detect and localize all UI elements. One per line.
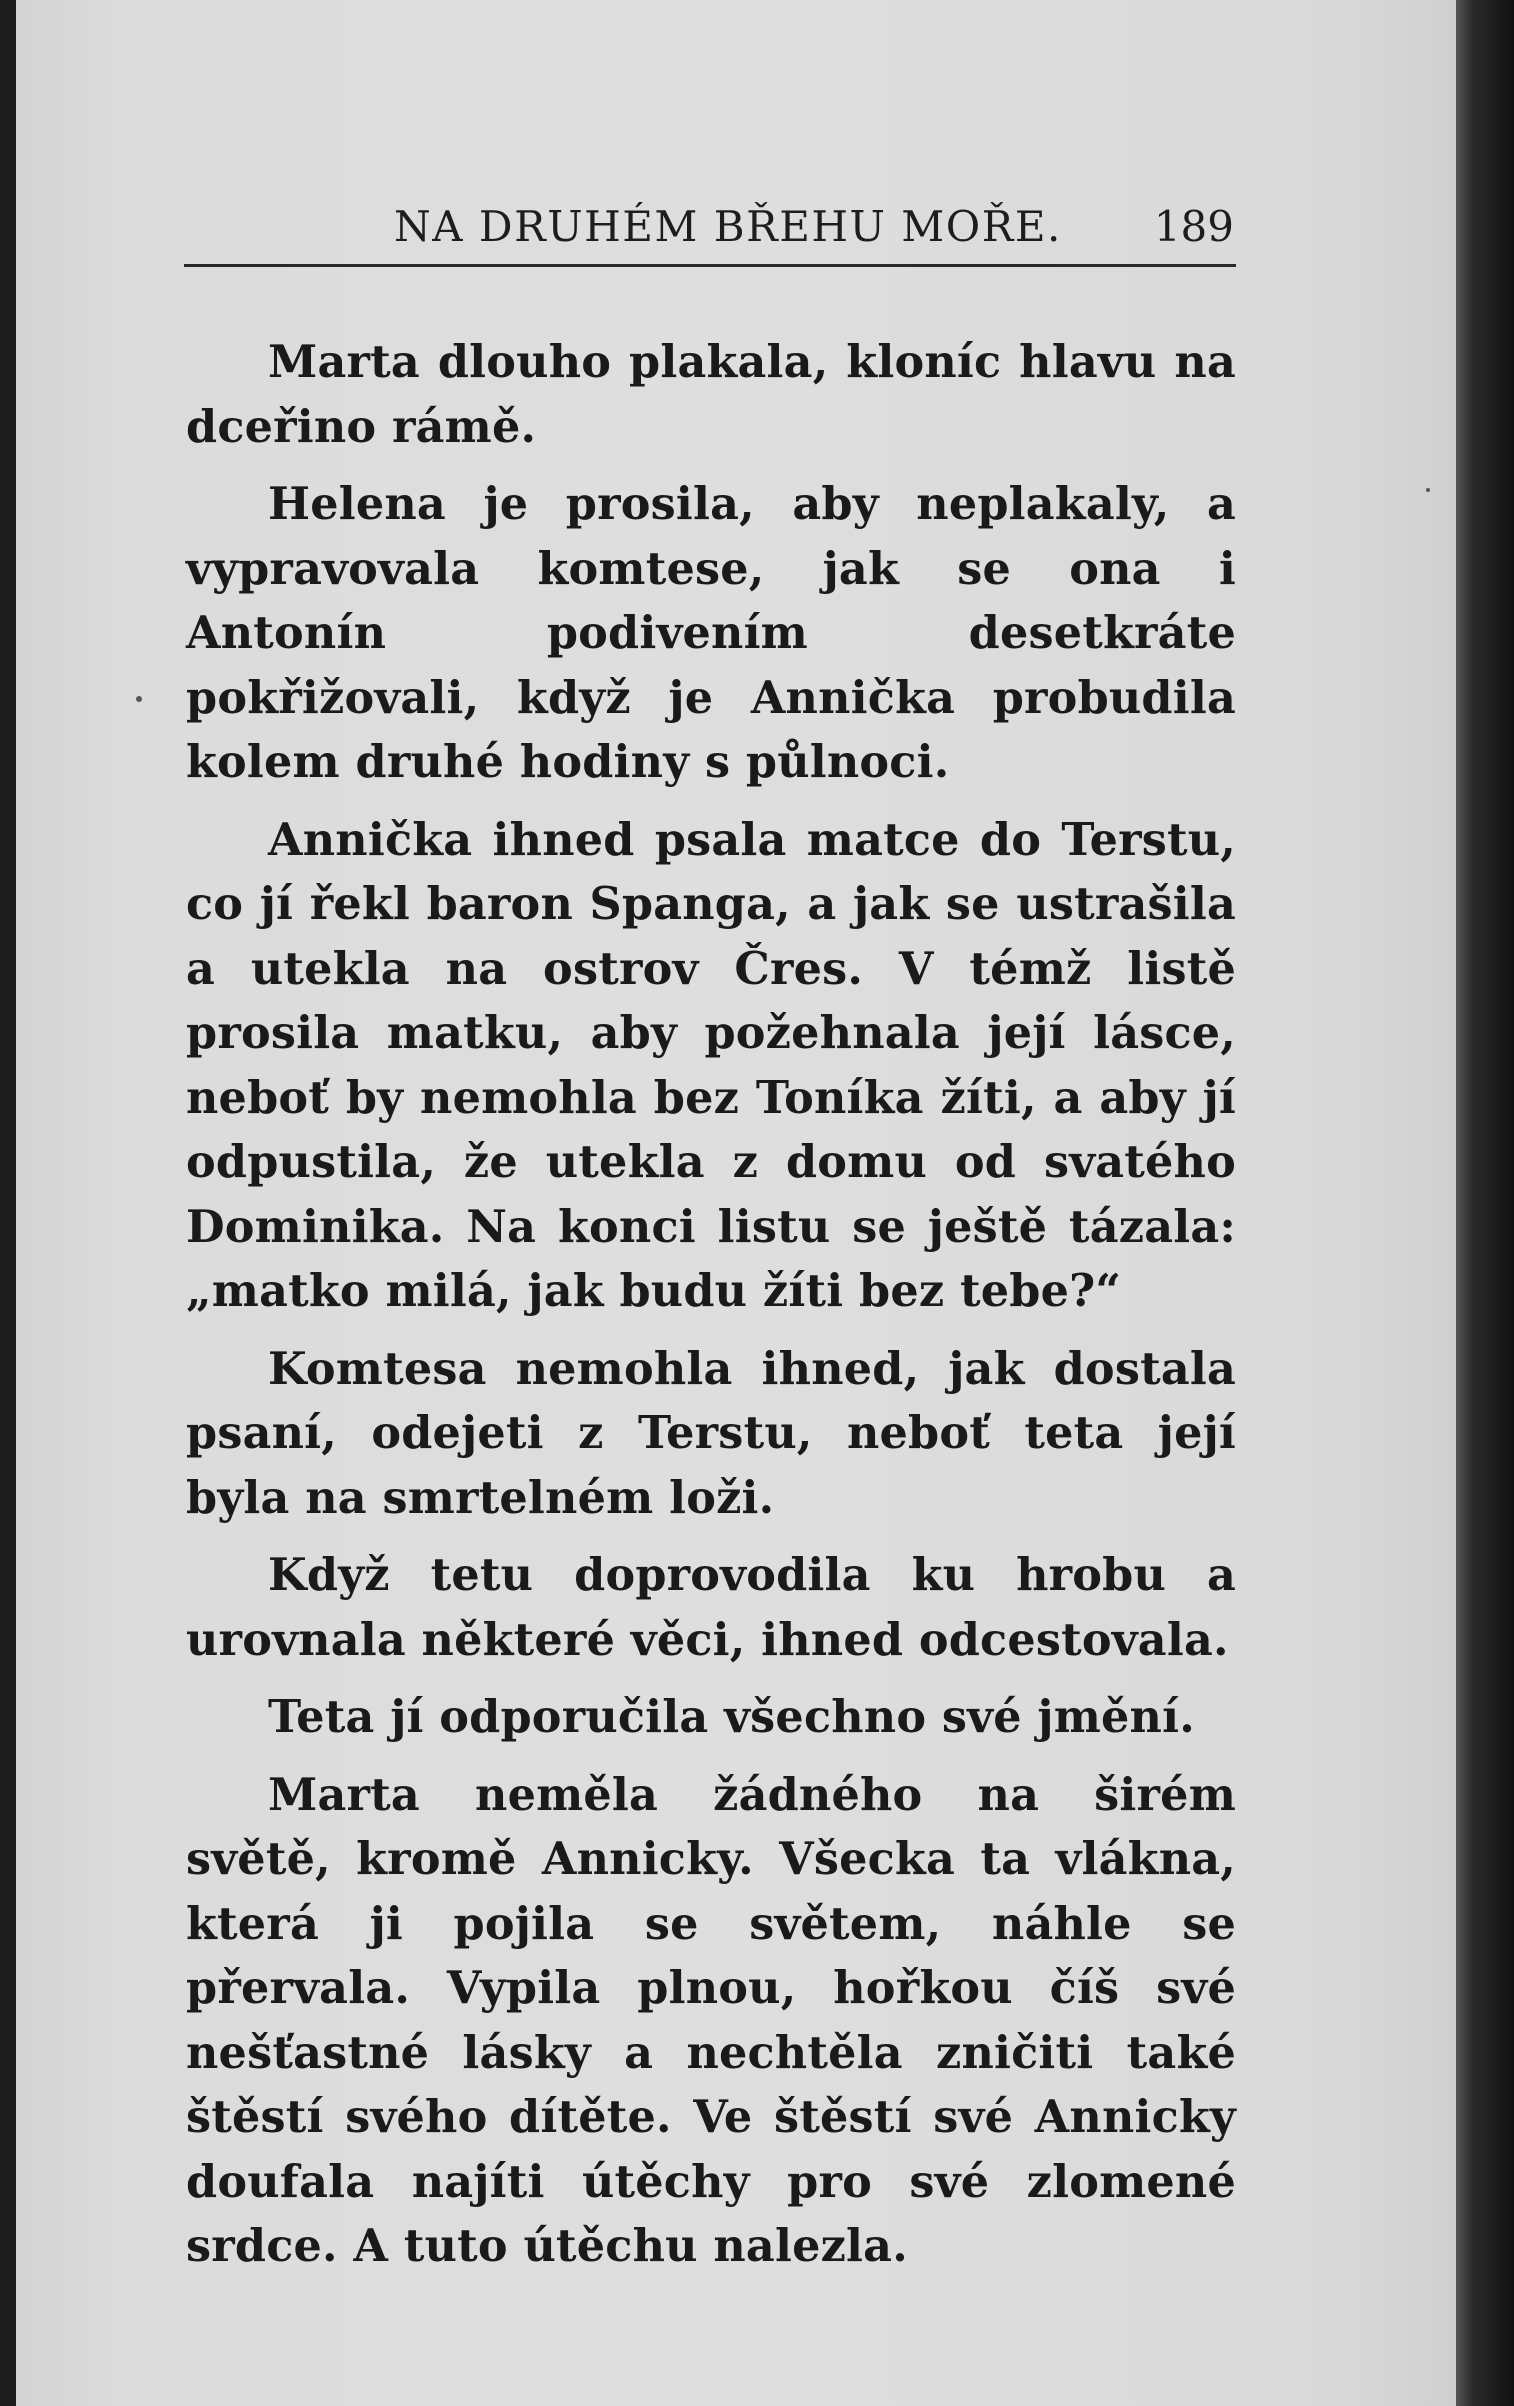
stray-ink-dot xyxy=(136,696,142,702)
running-title: NA DRUHÉM BŘEHU MOŘE. xyxy=(394,202,1062,251)
body-text xyxy=(186,330,1236,2292)
paragraph: Annička ihned psala matce do Terstu, co jí řekl baron Spanga, a jak se ustrašila a utekla na ostrov Čres. V témž listě prosila matku, aby požehnala její lásce, neboť by nemohla bez Toníka žíti, a aby jí odpustila, že utekla z domu od svatého Dominika. Na konci listu se ještě tázala: „matko milá, jak budu žíti bez tebe?“ xyxy=(186,813,1236,1317)
stray-ink-dot xyxy=(1426,488,1430,492)
paragraph: Když tetu doprovodila ku hrobu a urovnala některé věci, ihned odcestovala. xyxy=(186,1549,1236,1666)
header-rule xyxy=(184,264,1236,267)
left-page-edge xyxy=(0,0,16,2406)
right-page-edge xyxy=(1456,0,1514,2406)
paragraph: Marta neměla žádného na širém světě, kromě Annicky. Všecka ta vlákna, která ji pojila se světem, náhle se přervala. Vypila plnou, hořkou číš své nešťastné lásky a nechtěla zničiti také štěstí svého dítěte. Ve štěstí své Annicky doufala najíti útěchy pro své zlomené srdce. A tuto útěchu nalezla. xyxy=(186,1768,1236,2272)
paragraph: Marta dlouho plakala, kloníc hlavu na dceřino rámě. xyxy=(186,336,1236,453)
page-number: 189 xyxy=(1153,202,1234,251)
paragraph: Helena je prosila, aby neplakaly, a vypravovala komtese, jak se ona i Antonín podivením desetkráte pokřižovali, když je Annička probudila kolem druhé hodiny s půlnoci. xyxy=(186,478,1236,788)
paragraph: Komtesa nemohla ihned, jak dostala psaní, odejeti z Terstu, neboť teta její byla na smrtelném loži. xyxy=(186,1342,1236,1524)
paragraph: Teta jí odporučila všechno své jmění. xyxy=(268,1691,1195,1743)
running-header xyxy=(188,195,1234,259)
